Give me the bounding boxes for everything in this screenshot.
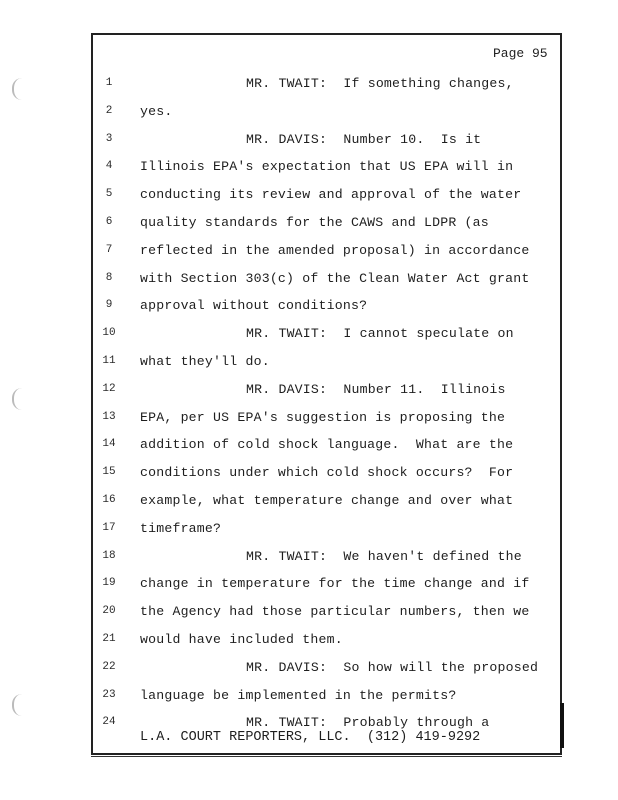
line-number: 10 <box>102 327 116 340</box>
line-number: 22 <box>102 660 116 673</box>
binder-hole-mark <box>12 78 28 100</box>
transcript-line: MR. TWAIT: I cannot speculate on <box>246 326 514 342</box>
transcript-line: MR. TWAIT: If something changes, <box>246 76 514 91</box>
transcript-line: reflected in the amended proposal) in accordance <box>140 242 530 258</box>
line-number: 13 <box>102 410 116 423</box>
line-number: 6 <box>105 216 113 228</box>
line-number: 8 <box>105 271 113 284</box>
transcript-line: would have included them. <box>140 632 343 647</box>
transcript-line: EPA, per US EPA's suggestion is proposing the <box>140 409 506 425</box>
transcript-line: language be implemented in the permits? <box>140 687 457 703</box>
transcript-line: timeframe? <box>140 520 222 536</box>
transcript-line: addition of cold shock language. What are the <box>140 437 514 453</box>
transcript-line: change in temperature for the time change and if <box>140 576 530 592</box>
page-number: Page 95 <box>493 46 548 61</box>
line-number: 2 <box>105 104 113 117</box>
transcript-line: the Agency had those particular numbers, then we <box>140 604 530 620</box>
transcript-line: with Section 303(c) of the Clean Water Act grant <box>140 270 530 286</box>
line-number: 20 <box>102 605 116 618</box>
transcript-line: quality standards for the CAWS and LDPR (as <box>140 215 489 230</box>
line-number: 9 <box>105 299 113 312</box>
line-number: 24 <box>102 716 116 729</box>
transcript-line: what they'll do. <box>140 354 270 369</box>
line-number: 7 <box>105 243 113 256</box>
line-number: 12 <box>102 382 116 395</box>
transcript-line: yes. <box>140 103 173 119</box>
line-number: 5 <box>105 188 113 201</box>
transcript-line: approval without conditions? <box>140 298 368 314</box>
page-bottom-rule <box>91 756 562 757</box>
line-number: 17 <box>102 521 116 534</box>
line-number: 21 <box>102 633 116 645</box>
transcript-line: MR. TWAIT: Probably through a <box>246 715 490 731</box>
line-number: 1 <box>105 77 113 89</box>
line-number: 4 <box>105 160 113 173</box>
transcript-line: conditions under which cold shock occurs? For <box>140 465 514 481</box>
line-number: 16 <box>102 494 116 506</box>
binder-hole-mark <box>12 388 28 410</box>
line-number: 11 <box>102 355 116 367</box>
line-number: 14 <box>102 438 116 451</box>
footer-reporter: L.A. COURT REPORTERS, LLC. (312) 419-9292 <box>140 730 481 745</box>
line-number: 23 <box>102 688 116 701</box>
line-number: 3 <box>105 132 113 145</box>
transcript-line: example, what temperature change and over what <box>140 493 514 508</box>
line-number: 15 <box>102 466 116 479</box>
binder-hole-mark <box>12 694 28 716</box>
transcript-line: MR. TWAIT: We haven't defined the <box>246 548 522 564</box>
transcript-line: conducting its review and approval of the water <box>140 187 522 203</box>
transcript-line: MR. DAVIS: Number 11. Illinois <box>246 381 506 397</box>
transcript-line: Illinois EPA's expectation that US EPA will in <box>140 159 514 175</box>
transcript-line: MR. DAVIS: Number 10. Is it <box>246 131 482 147</box>
page-edge-bar <box>560 703 564 748</box>
line-number: 19 <box>102 577 116 590</box>
line-number: 18 <box>102 549 116 562</box>
transcript-line: MR. DAVIS: So how will the proposed <box>246 659 539 675</box>
